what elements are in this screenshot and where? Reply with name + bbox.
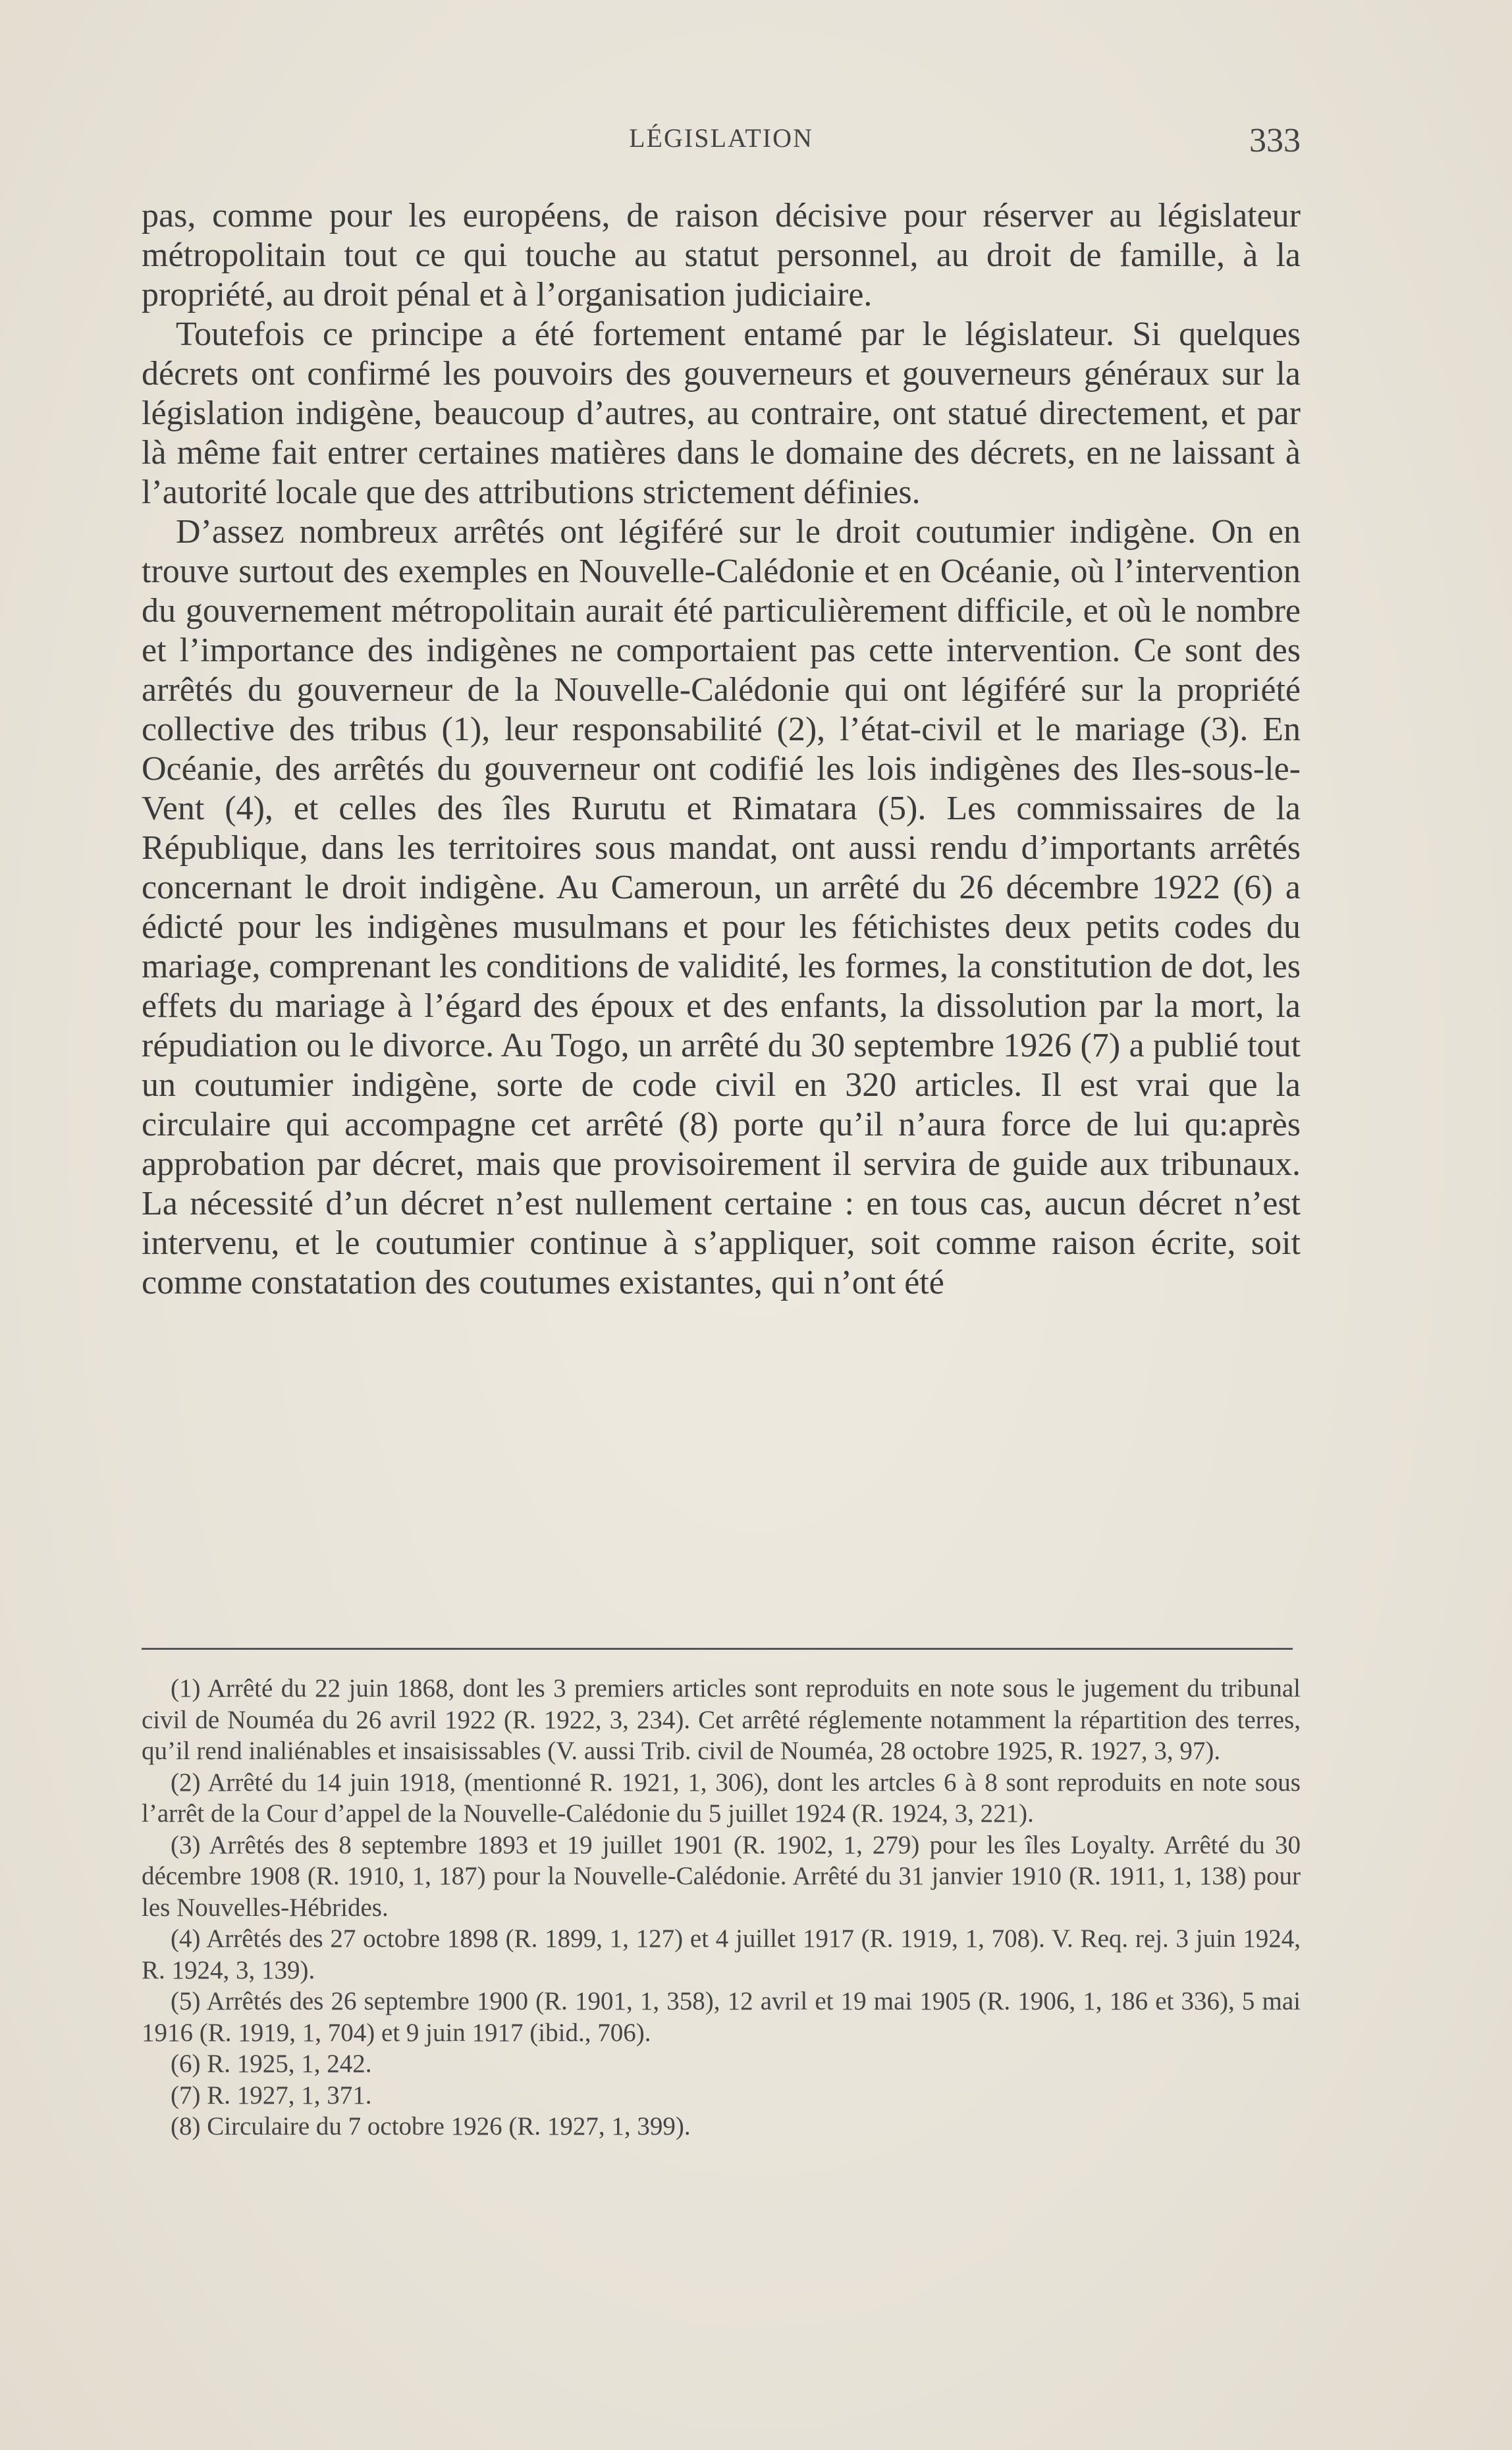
footnote-1: (1) Arrêté du 22 juin 1868, dont les 3 premiers articles sont reproduits en note sous le jugement du tribunal civil de Nouméa du 26 avril 1922 (R. 1922, 3, 234). Cet arrêté réglemente notamment la répartition des terres, qu’il rend inaliénables et insaisissables (V. aussi Trib. civil de Nouméa, 28 octobre 1925, R. 1927, 3, 97). (142, 1674, 1301, 1765)
footnote-6: (6) R. 1925, 1, 242. (171, 2050, 372, 2078)
footnote-3: (3) Arrêtés des 8 septembre 1893 et 19 juillet 1901 (R. 1902, 1, 279) pour les îles Loyalty. Arrêté du 30 décembre 1908 (R. 1910, 1, 187) pour la Nouvelle-Calédonie. Arrêté du 31 janvier 1910 (R. 1911, 1, 138) pour les Nouvelles-Hébrides. (142, 1830, 1301, 1922)
paragraph-2: Toutefois ce principe a été fortement entamé par le législateur. Si quelques décrets ont confirmé les pouvoirs des gouverneurs et gouverneurs généraux sur la législation indigène, beaucoup d’autres, au contraire, ont statué directement, et par là même fait entrer certaines matières dans le domaine des décrets, en ne laissant à l’autorité locale que des attributions strictement définies. (142, 315, 1301, 511)
page-number: 333 (1249, 122, 1301, 159)
running-title: LÉGISLATION (629, 123, 813, 153)
footnote-8: (8) Circulaire du 7 octobre 1926 (R. 1927, 1, 399). (171, 2112, 691, 2140)
paragraph-3: D’assez nombreux arrêtés ont légiféré sur le droit coutumier indigène. On en trouve surtout des exemples en Nouvelle-Calédonie et en Océanie, où l’intervention du gouvernement métropolitain aurait été particulièrement difficile, et où le nombre et l’importance des indigènes ne comportaient pas cette intervention. Ce sont des arrêtés du gouverneur de la Nouvelle-Calédonie qui ont légiféré sur la propriété collective des tribus (1), leur responsabilité (2), l’état-civil et le mariage (3). En Océanie, des arrêtés du gouverneur ont codifié les lois indigènes des Iles-sous-le-Vent (4), et celles des îles Rurutu et Rimatara (5). Les commissaires de la République, dans les territoires sous mandat, ont aussi rendu d’importants arrêtés concernant le droit indigène. Au Cameroun, un arrêté du 26 décembre 1922 (6) a édicté pour les indigènes musulmans et pour les fétichistes deux petits codes du mariage, comprenant les conditions de validité, les formes, la constitution de dot, les effets du mariage à l’égard des époux et des enfants, la dissolution par la mort, la répudiation ou le divorce. Au Togo, un arrêté du 30 septembre 1926 (7) a publié tout un coutumier indigène, sorte de code civil en 320 articles. Il est vrai que la circulaire qui accompagne cet arrêté (8) porte qu’il n’aura force de lui qu:après approbation par décret, mais que provisoirement il servira de guide aux tribunaux. La nécessité d’un décret n’est nullement certaine : en tous cas, aucun décret n’est intervenu, et le coutumier continue à s’appliquer, soit comme raison écrite, soit comme constatation des coutumes existantes, qui n’ont été (142, 513, 1301, 1301)
footnote-7: (7) R. 1927, 1, 371. (171, 2081, 372, 2110)
footnote-2: (2) Arrêté du 14 juin 1918, (mentionné R. 1921, 1, 306), dont les artcles 6 à 8 sont reproduits en note sous l’arrêt de la Cour d’appel de la Nouvelle-Calédonie du 5 juillet 1924 (R. 1924, 3, 221). (142, 1768, 1301, 1828)
footnote-divider (142, 1648, 1293, 1650)
footnote-5: (5) Arrêtés des 26 septembre 1900 (R. 1901, 1, 358), 12 avril et 19 mai 1905 (R. 1906, 1, 186 et 336), 5 mai 1916 (R. 1919, 1, 704) et 9 juin 1917 (ibid., 706). (142, 1987, 1301, 2047)
main-text (142, 196, 1301, 1303)
footnotes (142, 1673, 1301, 2142)
footnote-4: (4) Arrêtés des 27 octobre 1898 (R. 1899, 1, 127) et 4 juillet 1917 (R. 1919, 1, 708). V. Req. rej. 3 juin 1924, R. 1924, 3, 139). (142, 1924, 1301, 1984)
page-header (142, 122, 1301, 162)
paragraph-1: pas, comme pour les européens, de raison décisive pour réserver au législateur métropolitain tout ce qui touche au statut personnel, au droit de famille, à la propriété, au droit pénal et à l’organisation judiciaire. (142, 197, 1301, 313)
